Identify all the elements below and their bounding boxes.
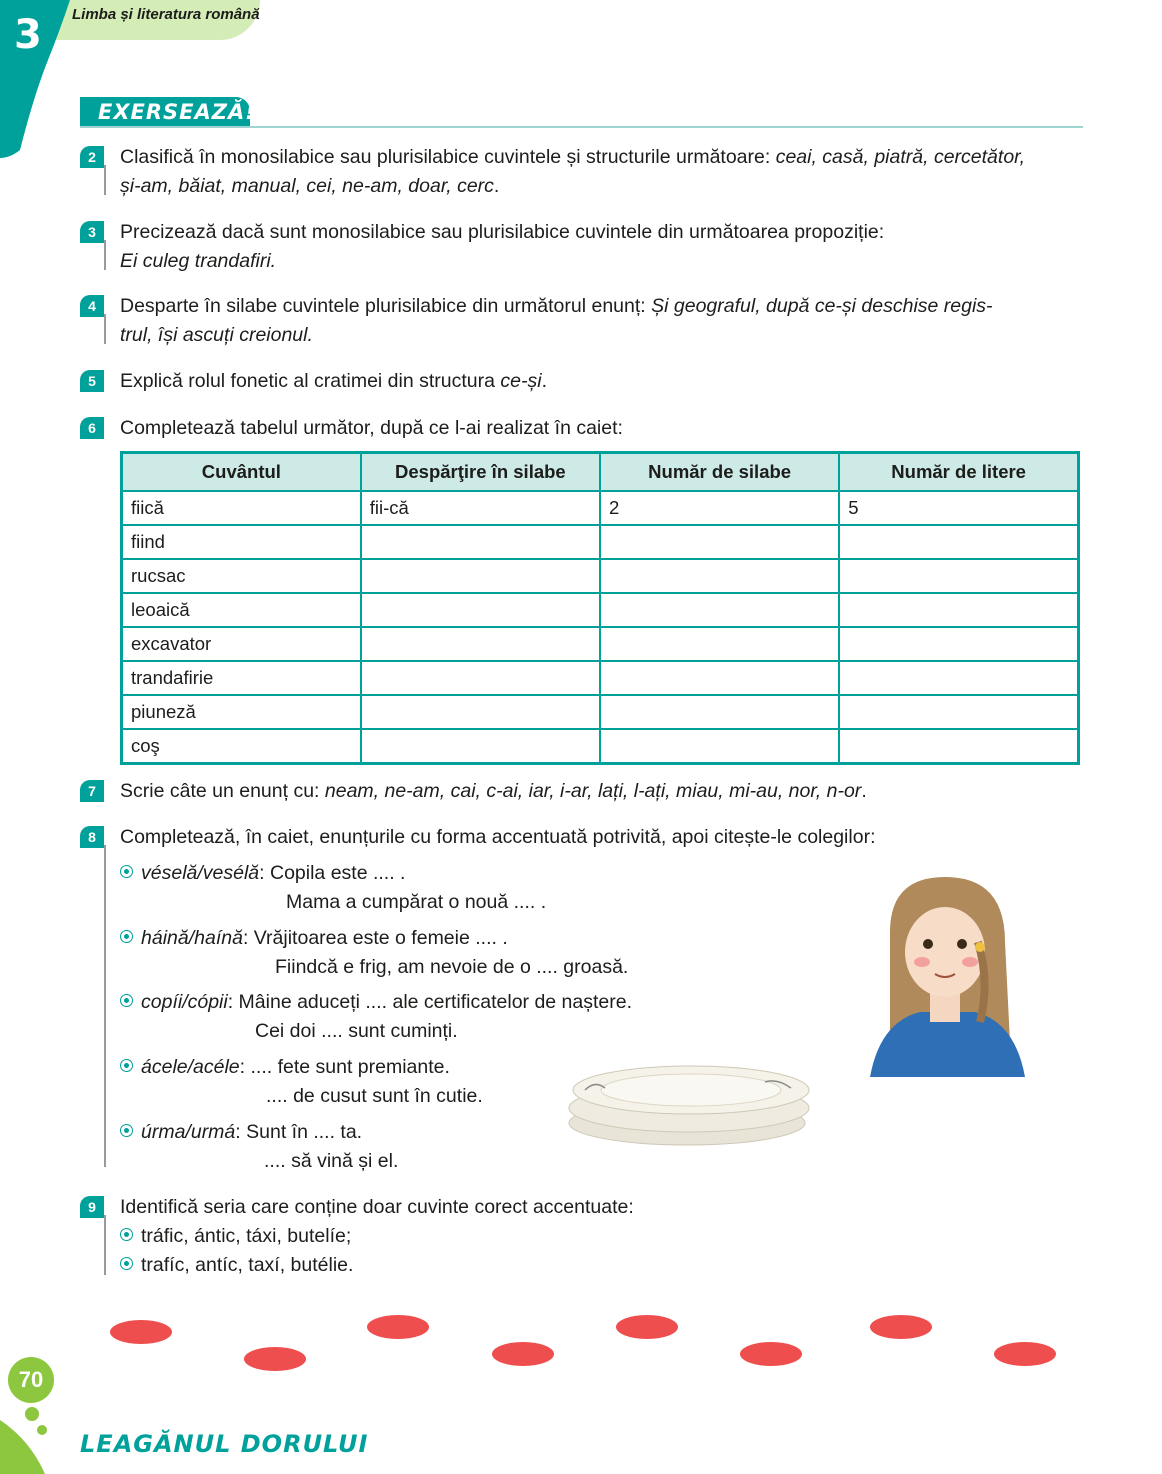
bullet-icon <box>120 1228 133 1241</box>
word-table <box>120 451 1080 765</box>
list-item: háină/haínă: Vrăjitoarea este o femeie .... . <box>120 924 508 953</box>
bullet-icon <box>120 930 133 943</box>
exercise-4 <box>80 292 1090 350</box>
footprint-decoration <box>367 1315 429 1339</box>
table-cell <box>600 627 839 661</box>
list-item-continuation: .... să vină și el. <box>264 1150 399 1172</box>
exercise-text: Completează, în caiet, enunțurile cu forma accentuată potrivită, apoi citește-le colegilor: <box>120 826 876 848</box>
exercise-bar <box>104 845 106 1167</box>
exercise-bar <box>104 240 106 270</box>
unit-title: LEAGĂNUL DORULUI <box>80 1430 369 1458</box>
exercise-text: Clasifică în monosilabice sau plurisilabice cuvintele și structurile următoare: ceai, casă, piatră, cercetător, și-am, băiat, manual, cei, ne-am, doar, cerc. <box>120 146 1025 197</box>
exercise-bar <box>104 165 106 195</box>
exercise-text: Identifică seria care conține doar cuvinte corect accentuate: <box>120 1196 634 1218</box>
table-cell <box>600 525 839 559</box>
list-item: copíi/cópii: Mâine aduceți .... ale certificatelor de naștere. <box>120 988 632 1017</box>
exercise-number: 8 <box>80 826 104 848</box>
table-cell <box>839 593 1078 627</box>
table-cell <box>839 627 1078 661</box>
footprint-decoration <box>740 1342 802 1366</box>
table-cell <box>600 695 839 729</box>
exercise-number: 3 <box>80 221 104 243</box>
table-row <box>122 593 1079 627</box>
footprint-decoration <box>870 1315 932 1339</box>
table-cell <box>839 661 1078 695</box>
table-row <box>122 559 1079 593</box>
footprint-decoration <box>994 1342 1056 1366</box>
page-number: 70 <box>8 1357 54 1403</box>
column-header: Cuvântul <box>122 453 361 492</box>
list-item-continuation: .... de cusut sunt în cutie. <box>266 1085 483 1107</box>
exercise-text: Completează tabelul următor, după ce l-ai realizat în caiet: <box>120 417 623 439</box>
table-cell <box>839 525 1078 559</box>
exercise-5 <box>80 367 1090 396</box>
table-cell <box>361 729 600 764</box>
exercise-2 <box>80 143 1090 201</box>
table-cell: excavator <box>122 627 361 661</box>
bullet-icon <box>120 865 133 878</box>
table-row <box>122 729 1079 764</box>
footprint-decoration <box>244 1347 306 1371</box>
table-cell: fiică <box>122 491 361 525</box>
footprint-decoration <box>492 1342 554 1366</box>
table-row <box>122 695 1079 729</box>
exercise-number: 4 <box>80 295 104 317</box>
table-cell: 5 <box>839 491 1078 525</box>
exercise-text: Precizează dacă sunt monosilabice sau plurisilabice cuvintele din următoarea propoziție: Ei culeg trandafiri. <box>120 221 885 272</box>
table-cell <box>361 525 600 559</box>
table-cell <box>600 661 839 695</box>
footprint-decoration <box>616 1315 678 1339</box>
table-cell: 2 <box>600 491 839 525</box>
chapter-number: 3 <box>14 12 42 58</box>
list-item-continuation: Fiindcă e frig, am nevoie de o .... groasă. <box>275 956 629 978</box>
exercise-7 <box>80 777 1090 806</box>
table-cell <box>361 593 600 627</box>
table-cell: rucsac <box>122 559 361 593</box>
table-cell <box>600 593 839 627</box>
table-cell <box>839 695 1078 729</box>
list-item: úrma/urmá: Sunt în .... ta. <box>120 1118 362 1147</box>
footer-dots-decoration <box>0 1400 60 1474</box>
table-cell <box>361 661 600 695</box>
section-divider <box>80 126 1083 128</box>
table-header-row <box>122 453 1079 492</box>
exercise-number: 2 <box>80 146 104 168</box>
list-item: ácele/acéle: .... fete sunt premiante. <box>120 1053 450 1082</box>
table-cell <box>361 627 600 661</box>
list-item: véselă/vesélă: Copila este .... . <box>120 859 405 888</box>
exercise-bar <box>104 314 106 344</box>
table-cell <box>600 729 839 764</box>
plates-illustration <box>565 1060 815 1150</box>
exercise-bar <box>104 1215 106 1275</box>
table-cell <box>361 559 600 593</box>
column-header: Număr de litere <box>839 453 1078 492</box>
table-row <box>122 627 1079 661</box>
table-row <box>122 525 1079 559</box>
table-cell <box>839 729 1078 764</box>
exercise-text: Explică rolul fonetic al cratimei din structura ce-și. <box>120 370 547 392</box>
exercise-number: 6 <box>80 417 104 439</box>
exercise-number: 9 <box>80 1196 104 1218</box>
bullet-icon <box>120 1059 133 1072</box>
bullet-icon <box>120 1257 133 1270</box>
list-item-continuation: Cei doi .... sunt cuminți. <box>255 1020 458 1042</box>
bullet-icon <box>120 994 133 1007</box>
list-item-continuation: Mama a cumpărat o nouă .... . <box>286 891 547 913</box>
bullet-icon <box>120 1124 133 1137</box>
table-cell: fiind <box>122 525 361 559</box>
table-cell: coş <box>122 729 361 764</box>
table-cell: piuneză <box>122 695 361 729</box>
table-row <box>122 661 1079 695</box>
list-item: tráfic, ántic, táxi, butelíe; <box>120 1222 351 1251</box>
list-item: trafíc, antíc, taxí, butélie. <box>120 1251 353 1280</box>
table-cell: fii-că <box>361 491 600 525</box>
table-cell <box>361 695 600 729</box>
girl-illustration <box>860 872 1030 1082</box>
footprint-decoration <box>110 1320 172 1344</box>
table-cell <box>839 559 1078 593</box>
table-row <box>122 491 1079 525</box>
exercise-text: Desparte în silabe cuvintele plurisilabice din următorul enunț: Și geograful, după ce-și deschise regis- trul, își ascuți creionul. <box>120 295 993 346</box>
column-header: Număr de silabe <box>600 453 839 492</box>
exercise-number: 5 <box>80 370 104 392</box>
table-cell <box>600 559 839 593</box>
table-cell: trandafirie <box>122 661 361 695</box>
column-header: Despărţire în silabe <box>361 453 600 492</box>
subject-title: Limba și literatura română <box>72 6 260 23</box>
section-title: EXERSEAZĂ! <box>98 100 256 124</box>
exercise-9 <box>80 1193 1090 1222</box>
table-cell: leoaică <box>122 593 361 627</box>
exercise-text: Scrie câte un enunț cu: neam, ne-am, cai, c-ai, iar, i-ar, lați, l-ați, miau, mi-au, nor, n-or. <box>120 780 867 802</box>
exercise-3 <box>80 218 1090 276</box>
exercise-number: 7 <box>80 780 104 802</box>
exercise-8 <box>80 823 1090 852</box>
exercise-6 <box>80 414 1090 443</box>
